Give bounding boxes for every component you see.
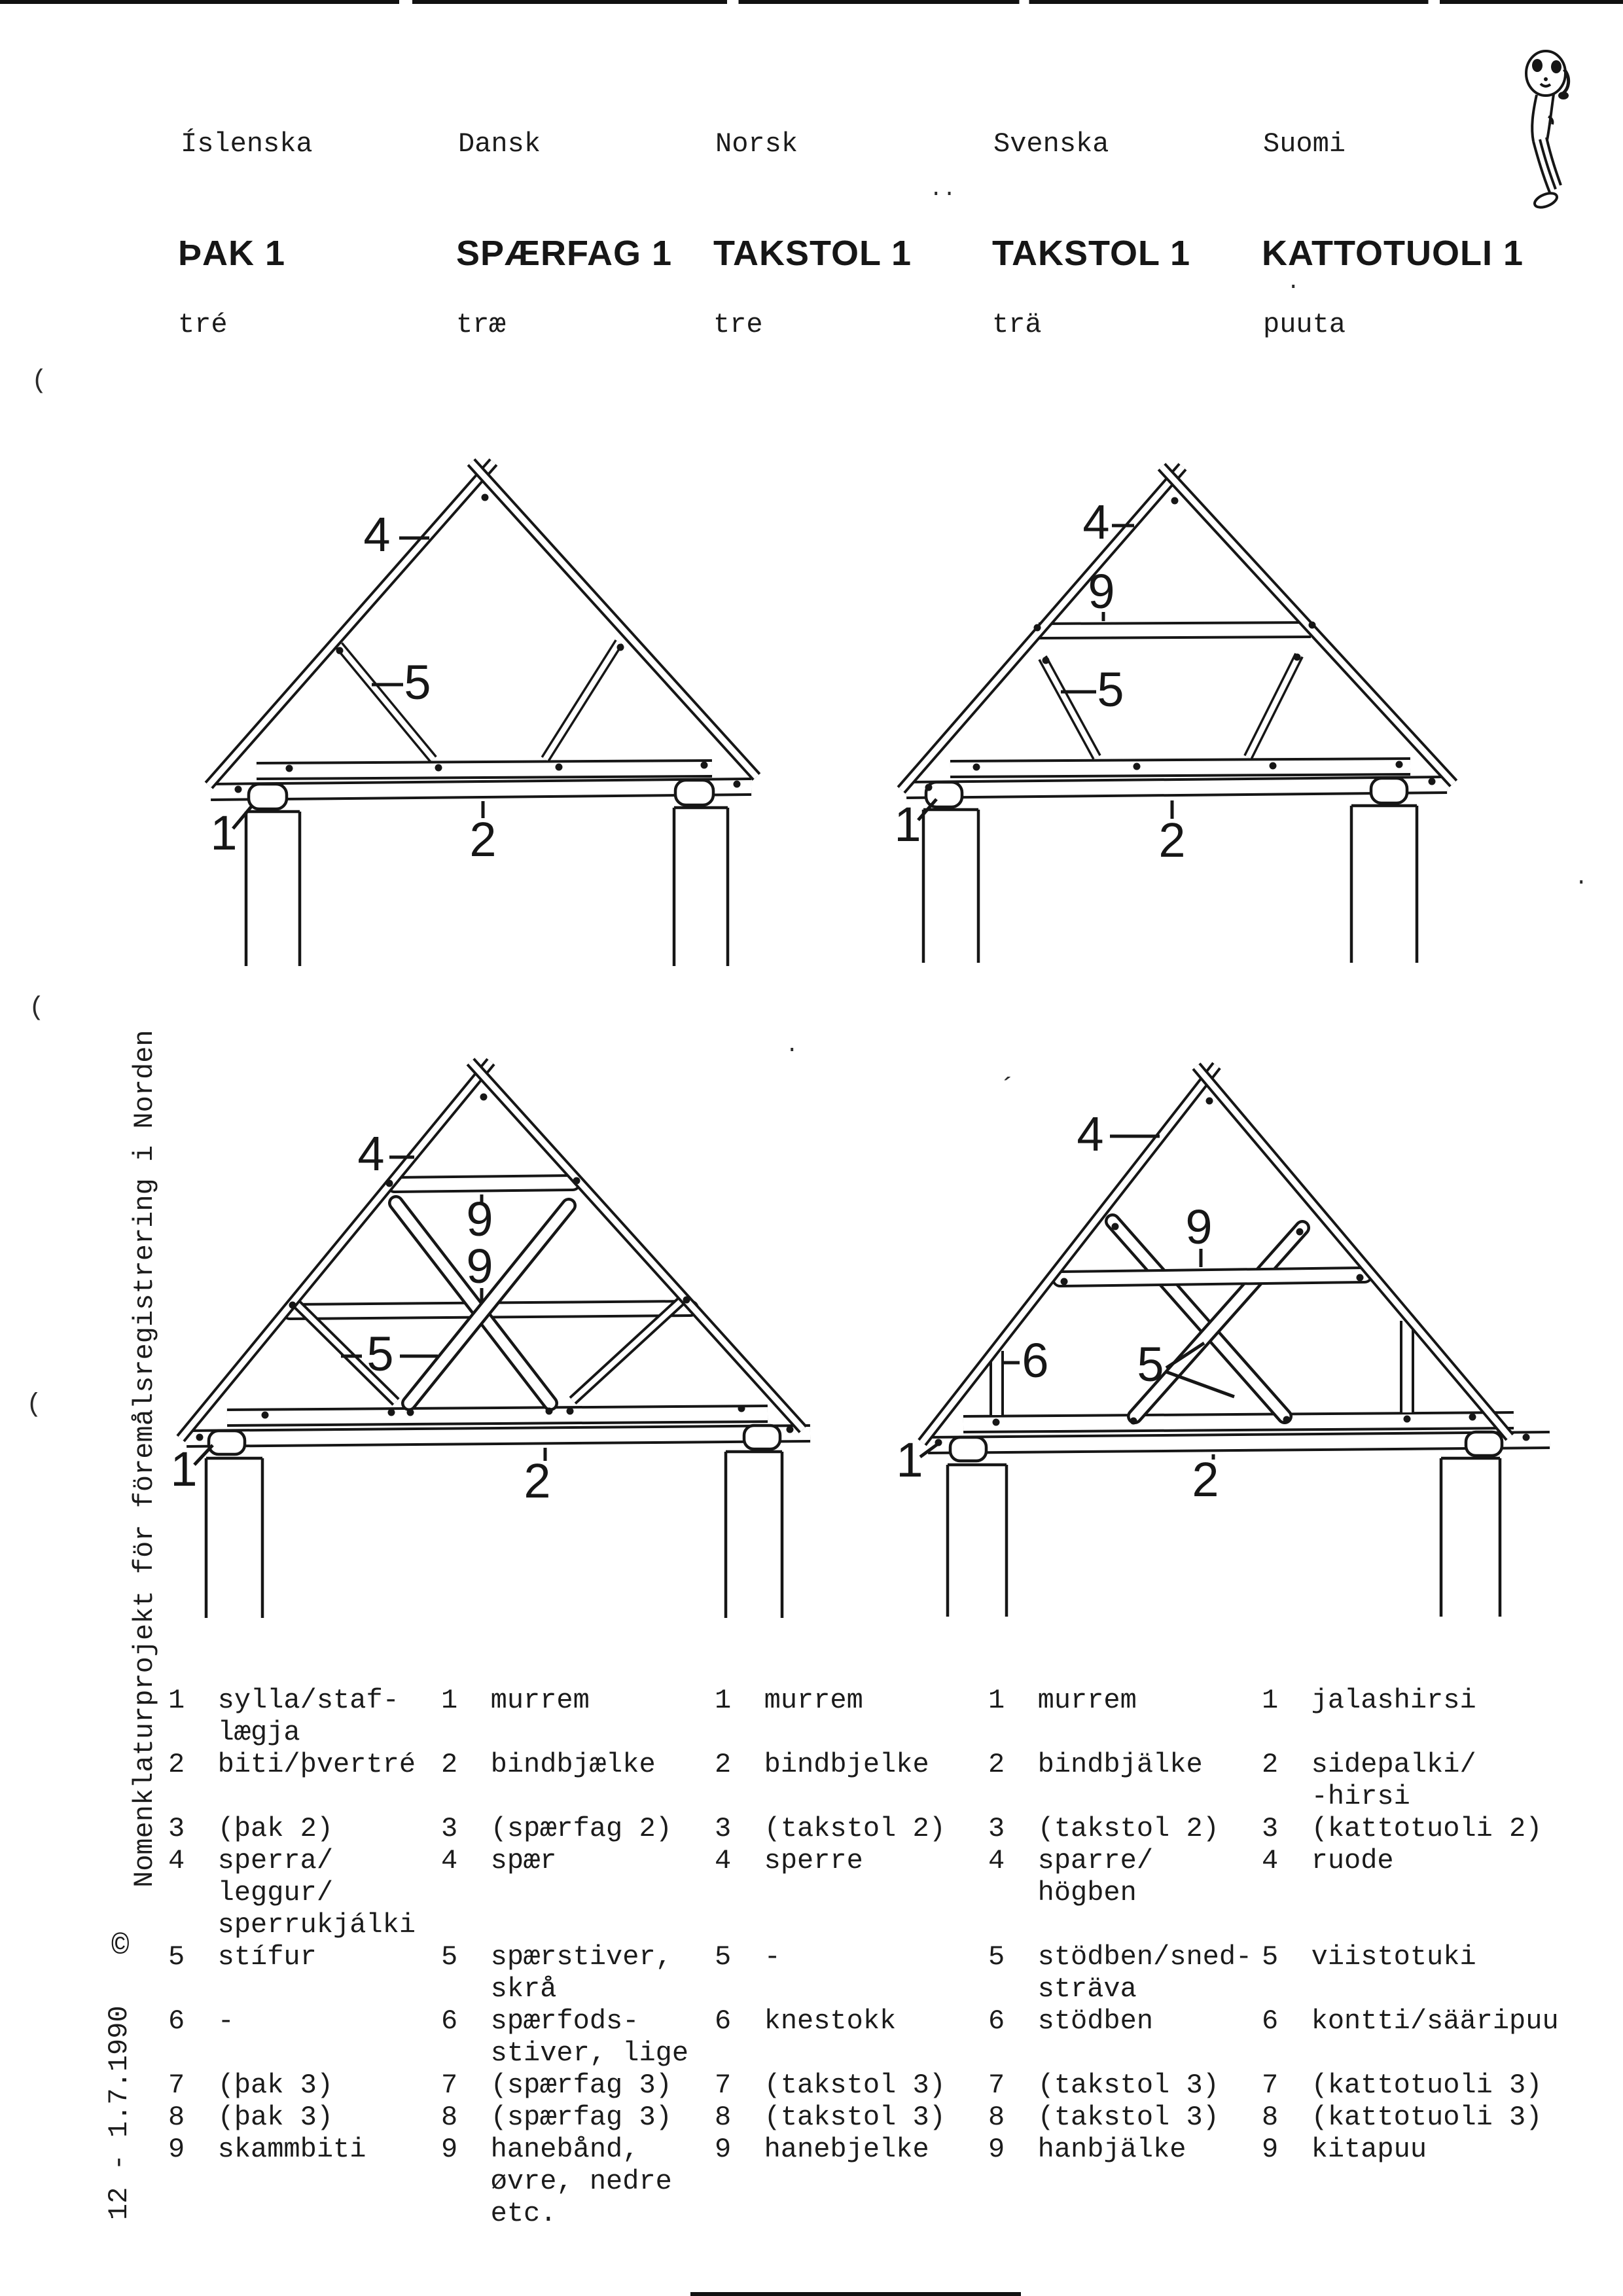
list-item: 8 (þak 3) bbox=[168, 2102, 334, 2133]
list-item: 1 sylla/staf- bbox=[168, 1685, 399, 1716]
margin-project-text: Nomenklaturprojekt för föremålsregistrering i Norden bbox=[129, 1030, 160, 1888]
label-tie-beam: 2 bbox=[524, 1454, 551, 1508]
list-item: 2 sidepalki/ bbox=[1262, 1749, 1476, 1780]
label-strut: 5 bbox=[404, 655, 431, 709]
label-tie-beam: 2 bbox=[1192, 1452, 1219, 1507]
list-item: 9 hanbjälke bbox=[988, 2134, 1186, 2165]
label-post: 6 bbox=[1022, 1333, 1049, 1388]
label-rafter: 4 bbox=[363, 507, 391, 562]
list-item: 2 biti/þvertré bbox=[168, 1749, 416, 1780]
label-wall-plate: 1 bbox=[170, 1442, 198, 1496]
list-item: 4 sparre/ bbox=[988, 1845, 1154, 1876]
list-item: øvre, nedre bbox=[441, 2166, 672, 2197]
list-item: stiver, lige bbox=[441, 2037, 689, 2069]
list-item: 1 murrem bbox=[441, 1685, 590, 1716]
wall-plate-left bbox=[950, 1437, 986, 1461]
label-rafter: 4 bbox=[1082, 495, 1110, 549]
language-header-islenska: Íslenska bbox=[181, 128, 313, 160]
wall-plate-right bbox=[744, 1426, 780, 1449]
list-item: 5 viistotuki bbox=[1262, 1941, 1476, 1973]
doodle-leg-line3 bbox=[1546, 137, 1561, 185]
list-item: 7 (þak 3) bbox=[168, 2070, 334, 2101]
scan-artifact: · bbox=[785, 1038, 799, 1063]
object-title-islenska: ÞAK 1 bbox=[178, 234, 286, 273]
term-list-suomi bbox=[1262, 1685, 1582, 2248]
list-item: -hirsi bbox=[1262, 1781, 1410, 1812]
object-title-svenska: TAKSTOL 1 bbox=[992, 234, 1191, 273]
wall-right bbox=[726, 1452, 782, 1618]
list-item: 4 spær bbox=[441, 1845, 557, 1876]
list-item: 4 sperre bbox=[715, 1845, 863, 1876]
list-item: 3 (spærfag 2) bbox=[441, 1813, 672, 1844]
wall-plate-right bbox=[1371, 778, 1407, 803]
doodle-figure bbox=[1493, 39, 1605, 229]
object-title-norsk: TAKSTOL 1 bbox=[713, 234, 912, 273]
list-item: 1 jalashirsi bbox=[1262, 1685, 1476, 1716]
wall-plate-left bbox=[209, 1431, 245, 1454]
material-svenska: trä bbox=[992, 309, 1042, 340]
list-item: 7 (kattotuoli 3) bbox=[1262, 2070, 1543, 2101]
copyright-symbol: © bbox=[111, 1929, 130, 1964]
list-item: 8 (takstol 3) bbox=[715, 2102, 946, 2133]
wall-plate-right bbox=[1466, 1432, 1502, 1456]
scan-artifact: ( bbox=[26, 1390, 43, 1420]
scan-artifact: · bbox=[1575, 870, 1588, 895]
scan-artifact: ( bbox=[31, 367, 48, 396]
material-norsk: tre bbox=[713, 309, 763, 340]
list-item: 6 spærfods- bbox=[441, 2005, 639, 2037]
wall-left bbox=[206, 1458, 262, 1618]
label-collar-upper: 9 bbox=[466, 1192, 493, 1246]
language-header-norsk: Norsk bbox=[715, 128, 798, 160]
scan-artifact: ·· bbox=[929, 182, 956, 207]
truss-diagram-2 bbox=[880, 452, 1476, 963]
list-item: 3 (kattotuoli 2) bbox=[1262, 1813, 1543, 1844]
language-header-dansk: Dansk bbox=[458, 128, 541, 160]
list-item: 6 stödben bbox=[988, 2005, 1154, 2037]
label-cross-brace: 5 bbox=[1137, 1337, 1164, 1391]
list-item: 3 (takstol 2) bbox=[715, 1813, 946, 1844]
label-tie-beam: 2 bbox=[469, 812, 497, 867]
list-item: 5 stödben/sned- bbox=[988, 1941, 1253, 1973]
object-title-dansk: SPÆRFAG 1 bbox=[456, 234, 673, 273]
list-item: 3 (takstol 2) bbox=[988, 1813, 1219, 1844]
material-dansk: træ bbox=[456, 309, 506, 340]
list-item: 6 knestokk bbox=[715, 2005, 897, 2037]
list-item: 8 (spærfag 3) bbox=[441, 2102, 672, 2133]
wall-right bbox=[674, 808, 728, 966]
material-suomi: puuta bbox=[1263, 309, 1346, 340]
margin-page-ref: 12 - 1.7.1990 bbox=[103, 2005, 135, 2220]
term-list-svenska bbox=[988, 1685, 1309, 2248]
list-item: 8 (kattotuoli 3) bbox=[1262, 2102, 1543, 2133]
doodle-eye-right bbox=[1551, 60, 1561, 73]
truss-diagram-3 bbox=[154, 1042, 828, 1618]
list-item: 4 sperra/ bbox=[168, 1845, 334, 1876]
wall-plate-left bbox=[249, 784, 287, 809]
list-item: 9 skammbiti bbox=[168, 2134, 366, 2165]
label-wall-plate: 1 bbox=[894, 797, 921, 852]
list-item: skrå bbox=[441, 1973, 557, 2005]
material-islenska: tré bbox=[178, 309, 228, 340]
doodle-body-left bbox=[1532, 95, 1537, 141]
scan-artifact: ( bbox=[29, 994, 45, 1023]
label-rafter: 4 bbox=[1077, 1107, 1104, 1161]
doodle-nose bbox=[1544, 77, 1548, 81]
list-item: etc. bbox=[441, 2198, 557, 2229]
list-item: 1 murrem bbox=[988, 1685, 1137, 1716]
list-item: 9 kitapuu bbox=[1262, 2134, 1427, 2165]
list-item: 9 hanebånd, bbox=[441, 2134, 639, 2165]
doodle-eye-left bbox=[1532, 59, 1543, 72]
list-item: 4 ruode bbox=[1262, 1845, 1394, 1876]
truss-diagram-4 bbox=[870, 1041, 1571, 1617]
label-strut: 5 bbox=[366, 1327, 394, 1381]
joint-pegs bbox=[235, 494, 741, 793]
label-collar: 9 bbox=[1185, 1200, 1213, 1254]
label-tie-beam: 2 bbox=[1158, 813, 1186, 867]
doodle-head bbox=[1526, 51, 1565, 96]
scan-bottom-edge bbox=[690, 2292, 1021, 2296]
list-item: leggur/ bbox=[168, 1877, 334, 1909]
truss-diagram-1 bbox=[190, 456, 772, 966]
object-title-suomi: KATTOTUOLI 1 bbox=[1262, 234, 1524, 273]
list-item: 3 (þak 2) bbox=[168, 1813, 334, 1844]
wall-plate-right bbox=[675, 780, 713, 805]
list-item: högben bbox=[988, 1877, 1137, 1909]
doodle-foot bbox=[1533, 190, 1559, 210]
list-item: 8 (takstol 3) bbox=[988, 2102, 1219, 2133]
list-item: 9 hanebjelke bbox=[715, 2134, 929, 2165]
doodle-pigtail-end bbox=[1558, 92, 1569, 99]
list-item: sperrukjálki bbox=[168, 1909, 416, 1941]
label-wall-plate: 1 bbox=[210, 806, 238, 860]
leader-cross-brace-b bbox=[1166, 1372, 1234, 1397]
list-item: sträva bbox=[988, 1973, 1137, 2005]
wall-right bbox=[1351, 806, 1417, 963]
list-item: 5 spærstiver, bbox=[441, 1941, 672, 1973]
doodle-mouth bbox=[1541, 84, 1550, 86]
term-list-dansk bbox=[441, 1685, 762, 2248]
list-item: lægja bbox=[168, 1717, 300, 1748]
language-header-svenska: Svenska bbox=[993, 128, 1109, 160]
list-item: 6 - bbox=[168, 2005, 234, 2037]
wall-left bbox=[246, 812, 300, 966]
label-strut: 5 bbox=[1097, 662, 1124, 717]
list-item: 5 - bbox=[715, 1941, 781, 1973]
scan-artifact: · bbox=[1287, 275, 1300, 300]
list-item: 7 (takstol 3) bbox=[715, 2070, 946, 2101]
list-item: 7 (takstol 3) bbox=[988, 2070, 1219, 2101]
list-item: 5 stífur bbox=[168, 1941, 317, 1973]
label-collar-lower: 9 bbox=[466, 1239, 493, 1293]
joint-pegs bbox=[196, 1094, 794, 1441]
scan-top-edge bbox=[0, 0, 1623, 4]
list-item: 2 bindbjälke bbox=[988, 1749, 1203, 1780]
scan-artifact: ´ bbox=[999, 1073, 1016, 1106]
list-item: 2 bindbjælke bbox=[441, 1749, 656, 1780]
label-wall-plate: 1 bbox=[896, 1433, 923, 1487]
joint-pegs bbox=[925, 497, 1436, 791]
term-list-norsk bbox=[715, 1685, 1035, 2248]
language-header-suomi: Suomi bbox=[1263, 128, 1346, 160]
wall-left bbox=[948, 1465, 1007, 1617]
wall-left bbox=[923, 810, 978, 963]
list-item: 7 (spærfag 3) bbox=[441, 2070, 672, 2101]
list-item: 1 murrem bbox=[715, 1685, 863, 1716]
label-rafter: 4 bbox=[357, 1126, 385, 1181]
list-item: 6 kontti/sääripuu bbox=[1262, 2005, 1559, 2037]
wall-right bbox=[1441, 1458, 1500, 1617]
list-item: 2 bindbjelke bbox=[715, 1749, 929, 1780]
label-collar: 9 bbox=[1088, 564, 1115, 619]
